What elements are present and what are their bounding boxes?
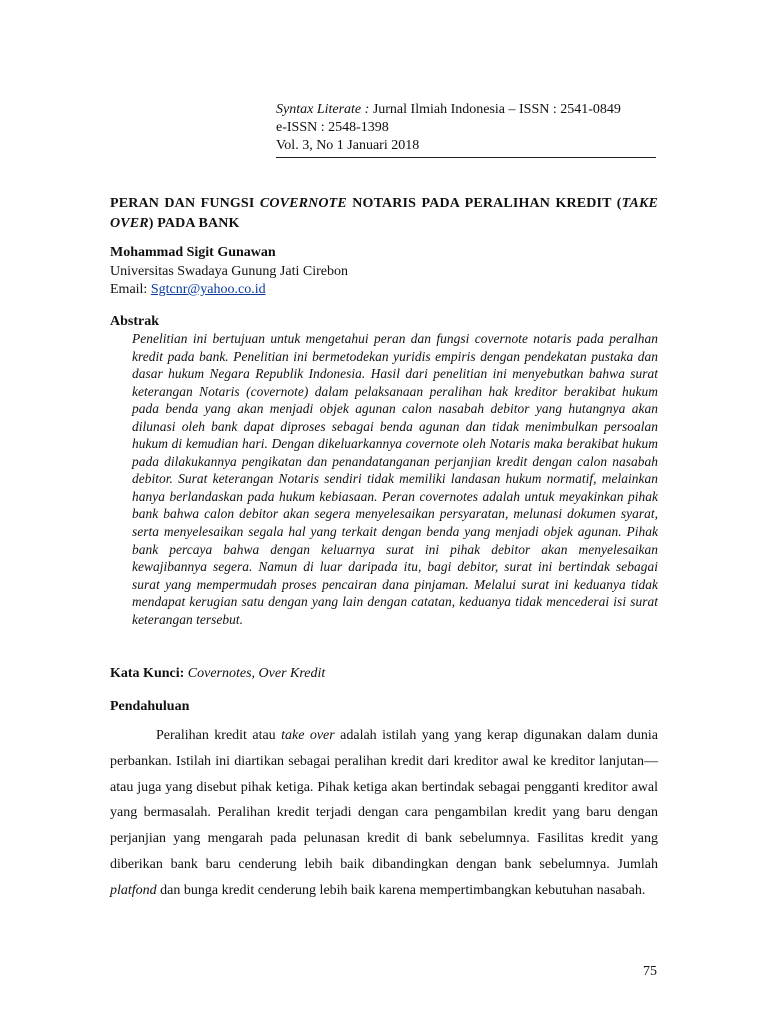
author-block — [110, 244, 658, 300]
title-text: NOTARIS PADA PERALIHAN KREDIT ( — [346, 196, 622, 211]
journal-eissn: e-ISSN : 2548-1398 — [276, 120, 389, 135]
keywords-values: Covernotes, Over Kredit — [184, 666, 326, 681]
journal-issn: Jurnal Ilmiah Indonesia – ISSN : 2541-0849 — [369, 102, 621, 117]
email-label: Email: — [110, 282, 151, 297]
title-text: ) PADA BANK — [148, 216, 240, 231]
journal-line — [276, 101, 656, 119]
body-paragraph — [110, 723, 658, 904]
abstract-text: Penelitian ini bertujuan untuk mengetahui peran dan fungsi covernote notaris pada peralhan kredit pada bank. Penelitian ini bermetodekan yuridis empiris dengan pendekatan pustaka dan dasar hukum Negara Republik Indonesia. Hasil dari penelitian ini menyebutkan bahwa surat keterangan Notaris (covernote) dalam pelaksanaan peralihan hak kreditor berakibat hukum pada benda yang akan menjadi objek agunan calon nasabah debitor yang hutangnya akan dilunasi oleh bank dapat diproses sebagai benda agunan dan tidak menimbulkan persoalan hukum di kemudian hari. Dengan dikeluarkannya covernote oleh Notaris maka berakibat hukum pada dilakukannya pengikatan dan penandatanganan perjanjian kredit dengan calon nasabah debitor. Surat keterangan Notaris sendiri tidak memiliki landasan hukum normatif, melainkan hanya berlandaskan pada hukum kebiasaan. Peran covernotes adalah untuk meyakinkan pihak bank bahwa calon debitor akan segera menyelesaikan persyaratan, melunasi dokumen syarat, serta menyelesaikan segala hal yang terkait dengan benda yang menjadi objek agunan. Pihak bank percaya bahwa dengan keluarnya surat ini pihak debitor akan menyelesaikan kewajibannya segera. Namun di luar daripada itu, bagi debitor, surat ini bertindak sebagai surat yang mempermudah proses pencairan dana pinjaman. Melalui surat ini keduanya tidak mendapat kerugian satu dengan yang lain dengan catatan, keduanya tidak mencederai isi surat keterangan tersebut. — [132, 331, 658, 627]
title-text: PERAN DAN FUNGSI — [110, 196, 260, 211]
author-email-link[interactable]: Sgtcnr@yahoo.co.id — [150, 282, 266, 297]
paragraph-text: adalah istilah yang yang kerap digunakan dalam dunia perbankan. Istilah ini diartikan sebagai peralihan kredit dari kreditor awal ke kreditor lanjutan—atau juga yang disebut pihak ketiga. Pihak ketiga akan bertindak sebagai pengganti kreditor awal yang bermasalah. Peralihan kredit terjadi dengan cara pengambilan kredit yang baru dengan perjanjian yang mengarah pada pelunasan kredit di bank sebelumnya. Fasilitas kredit yang diberikan bank baru cenderung lebih baik dibandingkan dengan bank sebelumnya. Jumlah — [110, 728, 658, 872]
author-name: Mohammad Sigit Gunawan — [110, 245, 276, 260]
author-email-line — [110, 281, 658, 300]
section-heading: Pendahuluan — [110, 699, 190, 714]
journal-volume: Vol. 3, No 1 Januari 2018 — [276, 138, 420, 153]
keywords-label: Kata Kunci: — [110, 666, 185, 681]
paper-title — [110, 194, 658, 234]
running-header — [276, 101, 656, 155]
page-number: 75 — [643, 964, 657, 979]
paragraph-text: dan bunga kredit cenderung lebih baik karena mempertimbangkan kebutuhan nasabah. — [156, 882, 646, 898]
title-italic-term: COVERNOTE — [259, 196, 347, 211]
author-affiliation: Universitas Swadaya Gunung Jati Cirebon — [110, 263, 348, 279]
paragraph-italic-term: take over — [281, 728, 335, 743]
paragraph-text: Peralihan kredit atau — [156, 728, 282, 743]
title-italic-term: TAKE OVER — [110, 196, 658, 231]
journal-name: Syntax Literate : — [276, 102, 370, 117]
header-rule — [276, 157, 656, 158]
keywords — [110, 665, 325, 683]
abstract-heading: Abstrak — [110, 314, 160, 329]
paragraph-italic-term: platfond — [110, 882, 157, 898]
